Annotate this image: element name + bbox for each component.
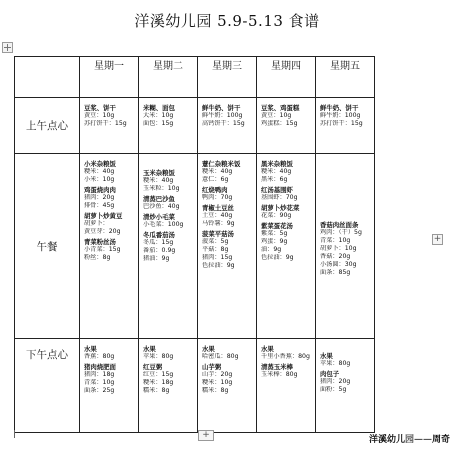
header-day-2: 星期二	[139, 57, 198, 98]
am-cell-2	[139, 98, 198, 154]
dish-name: 香菇肉丝面条	[320, 220, 359, 229]
table-move-handle-icon[interactable]	[2, 42, 13, 53]
row-label-pm: 下午点心	[15, 339, 80, 433]
dish-name: 紫菜蛋花汤	[261, 222, 293, 230]
dish-name: 鲜牛奶、饼干	[202, 104, 241, 112]
ingredient-line: 玉米粒：10g	[143, 185, 180, 192]
table-row-am-snack	[15, 98, 375, 154]
ingredient-line: 糯米：8g	[143, 387, 170, 394]
add-row-plus-icon[interactable]: +	[198, 430, 214, 441]
ingredient-line: 粳米：40g	[143, 177, 174, 184]
lunch-cell-3	[198, 154, 257, 339]
ingredient-line: 粳米：40g	[202, 168, 233, 175]
pm-cell-2	[139, 339, 198, 433]
am-cell-4	[257, 98, 316, 154]
pm-cell-3	[198, 339, 257, 433]
dish-name: 水果	[261, 345, 274, 353]
add-column-plus-icon[interactable]: +	[433, 234, 442, 244]
lunch-cell-4	[257, 154, 316, 339]
dish-name: 山芋粥	[202, 363, 222, 371]
header-day-1: 星期一	[80, 57, 139, 98]
ingredient-line: 基围虾：70g	[261, 194, 298, 201]
ingredient-line: 粳米：40g	[261, 168, 292, 175]
ingredient-line: 玉米棒：80g	[261, 371, 298, 378]
ingredient-line: 马铃薯：9g	[202, 220, 235, 227]
ingredient-line: 鲜牛奶：100g	[320, 112, 361, 119]
dish-name: 水果	[202, 345, 215, 353]
ingredient-line: 青菜：10g	[320, 236, 351, 244]
ingredient-line: 色拉油：9g	[202, 262, 235, 269]
dish-name: 清蒸巴沙鱼	[143, 195, 175, 203]
dish-name: 胡萝卜炒黄豆	[84, 212, 123, 220]
ingredient-line: 面条：25g	[84, 387, 115, 394]
ingredient-line: 胡萝卜：10g	[320, 244, 357, 252]
ingredient-line: 猪肉：20g	[84, 194, 115, 201]
ingredient-line: 黄豆：10g	[84, 112, 115, 119]
ingredient-line: 面条：85g	[320, 268, 351, 276]
ingredient-line: 排骨：45g	[84, 202, 115, 209]
dish-name: 红汤基围虾	[261, 186, 293, 194]
dish-name: 米糊、面包	[143, 104, 175, 112]
ingredient-line: 紫菜：5g	[261, 230, 288, 237]
dish-name: 水果	[84, 345, 97, 353]
row-label-lunch: 午餐	[15, 154, 80, 339]
dish-name: 黑米杂粮饭	[261, 160, 293, 168]
footer-signature	[369, 432, 450, 445]
ingredient-line: 鸡蛋：9g	[261, 238, 288, 245]
header-row	[15, 57, 375, 98]
dish-name: 红豆粥	[143, 363, 163, 371]
dish-name: 薏仁杂粮米饭	[202, 160, 241, 168]
ingredient-line: 鸭肉：70g	[202, 194, 233, 201]
ingredient-line: 猪肉：15g	[202, 254, 233, 261]
lunch-cell-1	[80, 154, 139, 339]
ingredient-line: 糯米：8g	[202, 387, 229, 394]
footer-name: 周奇	[431, 435, 450, 445]
ingredient-line: 苹果：80g	[320, 360, 351, 367]
ingredient-line: 巴沙鱼：40g	[143, 203, 180, 210]
ingredient-line: 红豆：15g	[143, 371, 174, 378]
dish-name: 豆浆、饼干	[84, 104, 116, 112]
ingredient-line: 哈密瓜：80g	[202, 353, 239, 360]
ingredient-line: 青菜：10g	[84, 379, 115, 386]
header-day-5: 星期五	[316, 57, 375, 98]
ingredient-line: 黑米：6g	[261, 176, 288, 183]
ingredient-line: 粳米：10g	[202, 379, 233, 386]
ingredient-line: 小青菜：15g	[84, 246, 121, 253]
dish-name: 水果	[143, 345, 156, 353]
dish-name: 水果	[320, 352, 333, 360]
dish-name: 青椒土豆丝	[202, 204, 234, 212]
ingredient-line: 大米：10g	[143, 112, 174, 119]
ingredient-line: 香蕉：80g	[84, 353, 115, 360]
dish-name: 肉包子	[320, 370, 340, 378]
ingredient-line: 面包：15g	[143, 120, 174, 127]
ingredient-line: 苹果：80g	[143, 353, 174, 360]
ingredient-line: 千里小香蕉：80g	[261, 353, 310, 360]
ingredient-line: 胡萝卜：	[84, 220, 109, 227]
menu-table	[14, 56, 375, 433]
ingredient-line: 平菇：8g	[202, 246, 229, 253]
dish-name: 小米杂粮饭	[84, 160, 116, 168]
dish-name: 清炒小毛菜	[143, 213, 175, 221]
header-day-3: 星期三	[198, 57, 257, 98]
ingredient-line: 鸡蛋糕：15g	[261, 120, 298, 127]
ingredient-line: 粉丝：8g	[84, 254, 111, 261]
pm-cell-4	[257, 339, 316, 433]
ingredient-line: 冬瓜：15g	[143, 239, 174, 246]
ingredient-line: 薏仁：6g	[202, 176, 229, 183]
dish-name: 玉米杂粮饭	[143, 169, 175, 177]
ingredient-line: 番茄：0.9g	[143, 247, 176, 254]
ingredient-line: 小毛菜：100g	[143, 221, 184, 228]
footer-school: 洋溪幼儿	[368, 435, 405, 445]
ingredient-line: 花菜：90g	[261, 212, 292, 219]
dish-name: 豆浆、鸡蛋糕	[261, 104, 300, 112]
footer-sep: 园——	[404, 435, 432, 445]
table-row-pm-snack	[15, 339, 375, 433]
am-cell-5	[316, 98, 375, 154]
ingredient-line: 黄豆：10g	[261, 112, 292, 119]
dish-name: 红烧鸭肉	[202, 186, 228, 194]
header-corner	[15, 57, 80, 98]
ingredient-line: 粳米：40g	[84, 168, 115, 175]
ingredient-line: 苏打饼干：15g	[320, 120, 363, 127]
page-title: 洋溪幼儿园 5.9-5.13 食谱	[134, 12, 320, 30]
am-cell-3	[198, 98, 257, 154]
pm-cell-1	[80, 339, 139, 433]
row-label-am: 上午点心	[15, 98, 80, 154]
ingredient-line: 色拉油：9g	[261, 254, 294, 261]
ingredient-line: 土豆：40g	[202, 212, 233, 219]
ingredient-line: 黄豆芽：20g	[84, 228, 121, 235]
ingredient-line: 菠菜：5g	[202, 238, 229, 245]
ingredient-line: 小汤圆：30g	[320, 260, 357, 268]
ingredient-line: 油：9g	[261, 246, 282, 253]
lunch-cell-5	[316, 154, 375, 339]
dish-name: 青菜粉丝汤	[84, 238, 116, 246]
ingredient-line: 高钙饼干：15g	[202, 120, 245, 127]
am-cell-1	[80, 98, 139, 154]
lunch-cell-2	[139, 154, 198, 339]
dish-name: 鸡蛋烧肉肉	[84, 186, 116, 194]
dish-name: 胡萝卜炒花菜	[261, 204, 300, 212]
dish-name: 猪肉烧肥面	[84, 363, 116, 371]
ingredient-line: 猪肉：18g	[84, 371, 115, 378]
dish-name: 菠菜平菇汤	[202, 230, 234, 238]
ingredient-line: 猪肉：20g	[320, 378, 351, 385]
ingredient-line: 苏打饼干：15g	[84, 120, 127, 127]
dish-name: 清蒸玉米棒	[261, 363, 293, 371]
dish-name: 冬瓜番茄汤	[143, 231, 175, 239]
ingredient-line: 面粉：5g	[320, 386, 347, 393]
pm-cell-5	[316, 339, 375, 433]
ingredient-line: 粳米：18g	[143, 379, 174, 386]
ingredient-line: 香菇：20g	[320, 252, 351, 260]
table-row-lunch	[15, 154, 375, 339]
ingredient-line: 小米：10g	[84, 176, 115, 183]
ingredient-line: 鲜牛奶：100g	[202, 112, 243, 119]
ingredient-line: 山芋：20g	[202, 371, 233, 378]
table-edge-marker	[14, 430, 15, 438]
ingredient-line: 鸡肉：（干）5g	[320, 228, 362, 236]
ingredient-line: 猪油：9g	[143, 255, 170, 262]
header-day-4: 星期四	[257, 57, 316, 98]
dish-name: 鲜牛奶、饼干	[320, 104, 359, 112]
